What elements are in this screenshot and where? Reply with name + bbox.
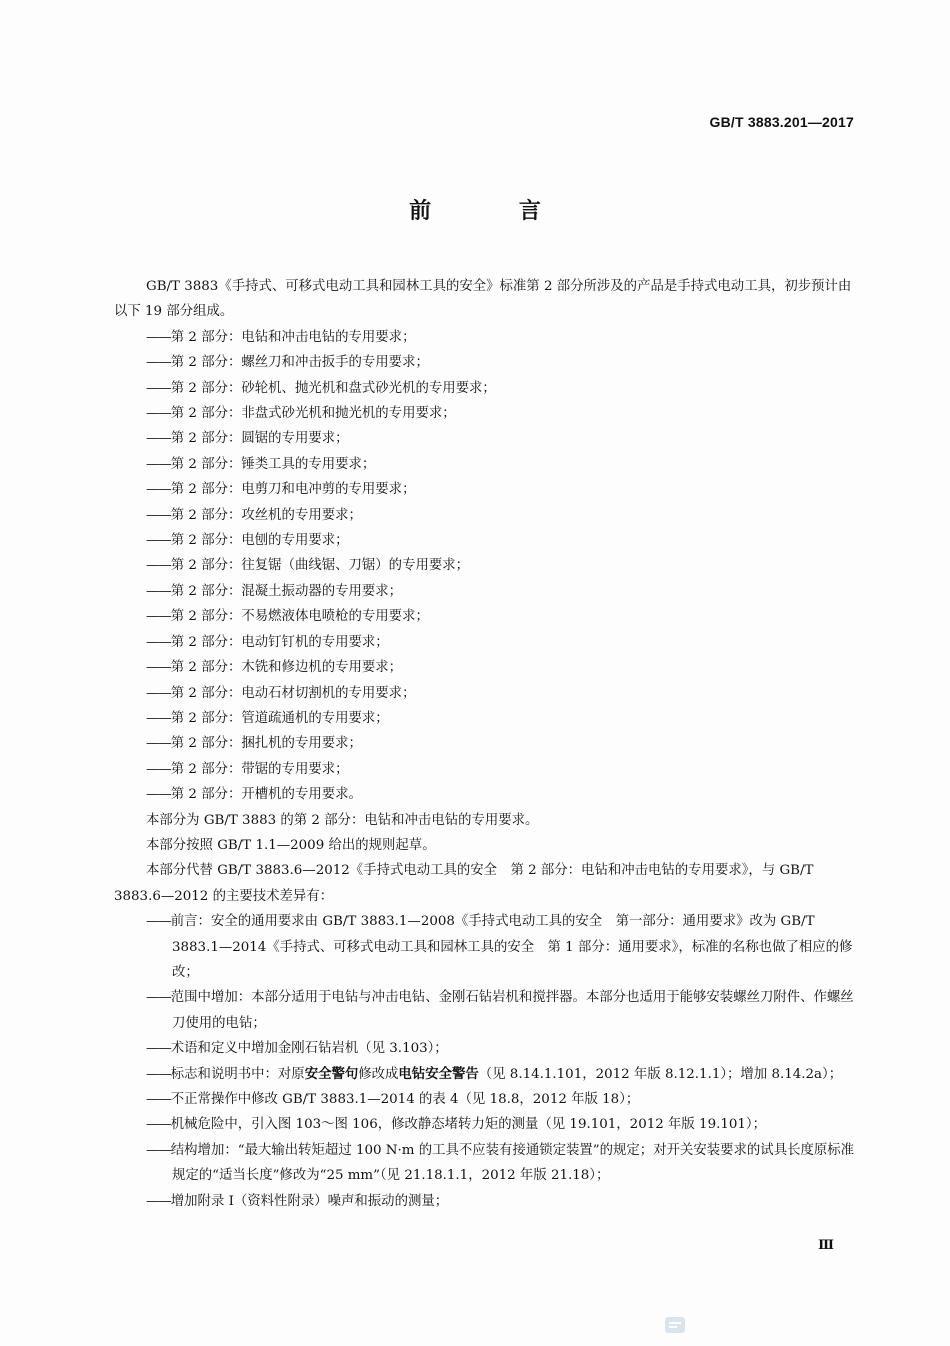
parts-list-item [114, 706, 858, 731]
parts-list-item [114, 528, 858, 553]
parts-list-text: 第 2 部分：电动钉钉机的专用要求； [170, 634, 389, 650]
parts-list-item [114, 655, 858, 680]
change-item [114, 1087, 858, 1112]
change-text: 范围中增加：本部分适用于电钻与冲击电钻、金刚石钻岩机和搅拌器。本部分也适用于能够安装螺丝刀附件、作螺丝刀使用的电钻； [170, 990, 854, 1031]
change-item [114, 1062, 858, 1087]
parts-list-text: 第 2 部分：电刨的专用要求； [170, 533, 349, 549]
dash-mark: —— [146, 1193, 171, 1209]
drafting-rules-paragraph: 本部分按照 GB/T 1.1—2009 给出的规则起草。 [146, 837, 436, 853]
dash-mark: —— [146, 583, 171, 599]
parts-list-item [114, 325, 858, 350]
parts-list-text: 第 2 部分：非盘式砂光机和抛光机的专用要求； [170, 406, 456, 422]
dash-mark: —— [146, 660, 171, 676]
parts-list-item [114, 401, 858, 426]
change-text: 增加附录 I（资料性附录）噪声和振动的测量； [170, 1193, 449, 1209]
parts-list-item [114, 553, 858, 578]
dash-mark: —— [146, 355, 171, 371]
parts-list-item [114, 630, 858, 655]
intro-paragraph: GB/T 3883《手持式、可移式电动工具和园林工具的安全》标准第 2 部分所涉及的产品是手持式电动工具，初步预计由以下 19 部分组成。 [114, 279, 852, 320]
parts-list-text: 第 2 部分：捆扎机的专用要求； [170, 736, 362, 752]
page-title: 前 言 [409, 199, 581, 224]
parts-list-text: 第 2 部分：不易燃液体电喷枪的专用要求； [170, 609, 429, 625]
dash-mark: —— [146, 1092, 171, 1107]
page-number: Ⅲ [818, 1238, 834, 1253]
dash-mark: —— [146, 482, 171, 498]
dash-mark: —— [146, 1066, 171, 1082]
dash-mark: —— [146, 787, 171, 803]
change-text: 结构增加：“最大输出转矩超过 100 N·m 的工具不应装有接通锁定装置”的规定；对开关安装要求的试具长度原标准规定的“适当长度”修改为“25 mm”（见 21.18.1.1，2012 年版 21.18）； [170, 1142, 855, 1184]
change-text: 机械危险中，引入图 103～图 106，修改静态堵转力矩的测量（见 19.101，2012 年版 19.101）； [170, 1117, 766, 1133]
dash-mark: —— [146, 558, 171, 574]
parts-list-item [114, 477, 858, 502]
change-text: （见 8.14.1.101，2012 年版 8.12.1.1）；增加 8.14.2a）； [478, 1066, 843, 1082]
change-text-bold: 电钻安全警告 [398, 1065, 479, 1082]
dash-mark: —— [146, 634, 171, 650]
this-part-paragraph: 本部分为 GB/T 3883 的第 2 部分：电钻和冲击电钻的专用要求。 [146, 812, 539, 828]
parts-list-item [114, 782, 858, 807]
dash-mark: —— [146, 456, 171, 472]
change-item [114, 1189, 858, 1214]
change-item [114, 1112, 858, 1137]
change-item [114, 1036, 858, 1061]
parts-list-text: 第 2 部分：电钻和冲击电钻的专用要求； [170, 329, 416, 345]
parts-list-item [114, 503, 858, 528]
parts-list-item [114, 426, 858, 451]
parts-list-text: 第 2 部分：往复锯（曲线锯、刀锯）的专用要求； [170, 558, 470, 574]
change-text: 术语和定义中增加金刚石钻岩机（见 3.103）； [170, 1041, 448, 1057]
parts-list-text: 第 2 部分：圆锯的专用要求； [170, 431, 349, 447]
parts-list-item [114, 731, 858, 756]
parts-list-item [114, 350, 858, 375]
dash-mark: —— [146, 1142, 171, 1158]
dash-mark: —— [146, 1041, 171, 1057]
dash-mark: —— [146, 609, 171, 625]
dash-mark: —— [146, 507, 171, 523]
parts-list-text: 第 2 部分：砂轮机、抛光机和盘式砂光机的专用要求； [170, 380, 496, 396]
watermark-icon [664, 1316, 686, 1334]
dash-mark: —— [146, 736, 171, 752]
dash-mark: —— [146, 1117, 171, 1133]
change-item [114, 909, 858, 985]
change-text: 标志和说明书中：对原 [170, 1066, 305, 1082]
parts-list-text: 第 2 部分：电动石材切割机的专用要求； [170, 685, 416, 701]
dash-mark: —— [146, 533, 171, 549]
parts-list-text: 第 2 部分：攻丝机的专用要求； [170, 507, 362, 523]
dash-mark: —— [146, 431, 171, 447]
parts-list-text: 第 2 部分：螺丝刀和冲击扳手的专用要求； [170, 355, 429, 371]
parts-list-text: 第 2 部分：管道疏通机的专用要求； [170, 710, 389, 726]
dash-mark: —— [146, 406, 171, 422]
dash-mark: —— [146, 380, 171, 396]
parts-list-text: 第 2 部分：木铣和修边机的专用要求； [170, 660, 403, 676]
dash-mark: —— [146, 990, 171, 1006]
parts-list-item [114, 579, 858, 604]
standard-code: GB/T 3883.201—2017 [709, 114, 854, 130]
replaces-paragraph: 本部分代替 GB/T 3883.6—2012《手持式电动工具的安全 第 2 部分：电钻和冲击电钻的专用要求》，与 GB/T 3883.6—2012 的主要技术差异有： [114, 863, 814, 904]
parts-list-item [114, 604, 858, 629]
parts-list [114, 325, 858, 808]
parts-list-item [114, 757, 858, 782]
change-item [114, 1138, 858, 1189]
parts-list-item [114, 376, 858, 401]
change-text: 修改成 [358, 1066, 399, 1082]
dash-mark: —— [146, 761, 171, 777]
parts-list-text: 第 2 部分：带锯的专用要求； [170, 761, 349, 777]
change-text-bold: 安全警句 [304, 1065, 359, 1082]
parts-list-text: 第 2 部分：锤类工具的专用要求； [170, 456, 376, 472]
change-text: 前言：安全的通用要求由 GB/T 3883.1—2008《手持式电动工具的安全 第一部分：通用要求》改为 GB/T 3883.1—2014《手持式、可移式电动工具和园林工具的安全 第 1 部分：通用要求》，标准的名称也做了相应的修改； [170, 914, 853, 980]
change-text: 不正常操作中修改 GB/T 3883.1—2014 的表 4（见 18.8，2012 年版 18）； [170, 1092, 640, 1107]
dash-mark: —— [146, 914, 171, 930]
parts-list-item [114, 452, 858, 477]
document-body [114, 274, 858, 1214]
parts-list-text: 第 2 部分：电剪刀和电冲剪的专用要求； [170, 482, 416, 498]
dash-mark: —— [146, 710, 171, 726]
parts-list-item [114, 681, 858, 706]
change-item [114, 985, 858, 1036]
dash-mark: —— [146, 685, 171, 701]
parts-list-text: 第 2 部分：混凝土振动器的专用要求； [170, 583, 403, 599]
parts-list-text: 第 2 部分：开槽机的专用要求。 [170, 787, 362, 803]
dash-mark: —— [146, 329, 171, 345]
